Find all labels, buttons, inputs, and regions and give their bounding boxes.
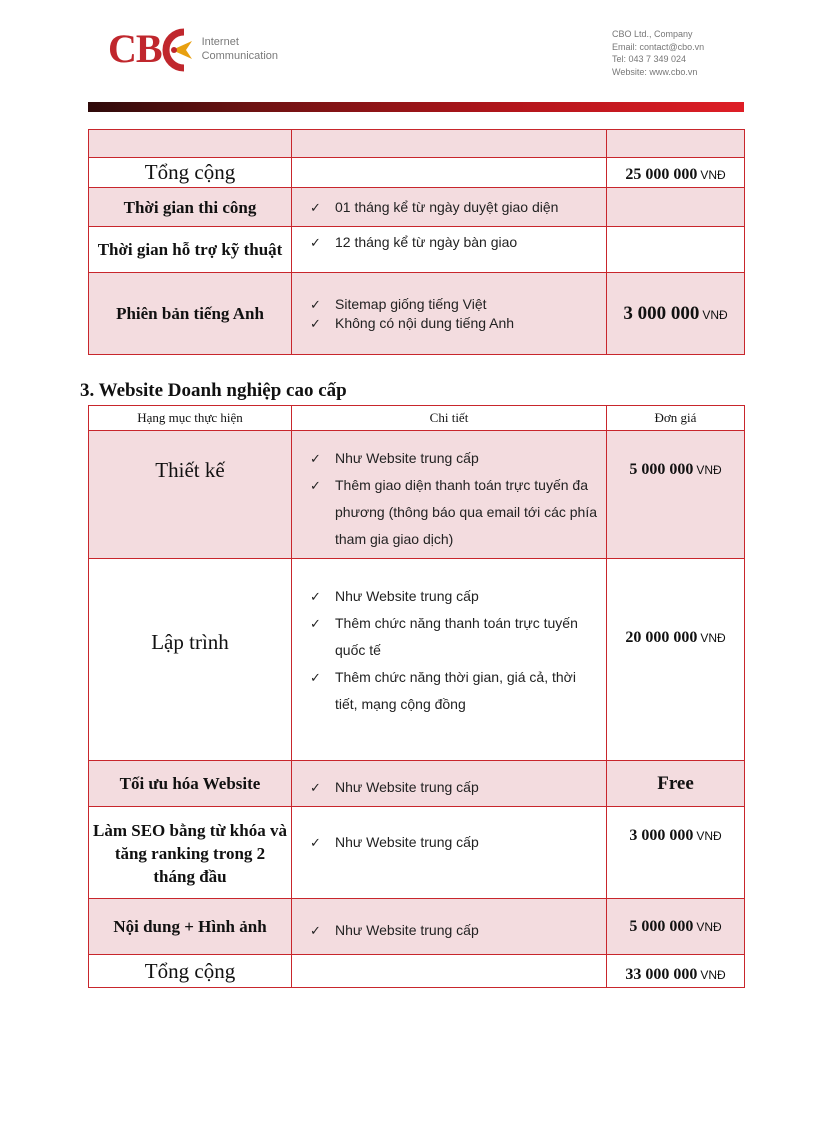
t2-label: Tổng cộng	[144, 958, 236, 983]
checkmark-icon: ✓	[310, 589, 321, 604]
header-category: Hạng mục thực hiện	[89, 406, 292, 431]
t2-details-cell	[292, 807, 607, 899]
t2-price-cell	[607, 899, 745, 955]
t1-details-cell	[292, 130, 607, 158]
t2-label: Làm SEO bằng từ khóa và tăng ranking trong 2 tháng đầu	[93, 821, 287, 886]
list-item	[310, 295, 606, 314]
table-row	[89, 273, 745, 355]
t2-label-cell	[89, 431, 292, 559]
t2-label-cell	[89, 559, 292, 761]
price-value: 5 000 000	[629, 461, 694, 478]
header-details: Chi tiết	[292, 406, 607, 431]
t1-price-cell	[607, 227, 745, 273]
t2-label: Nội dung + Hình ảnh	[113, 917, 267, 936]
t1-details-cell	[292, 227, 607, 273]
t2-label: Tối ưu hóa Website	[119, 774, 261, 793]
details-list	[310, 445, 600, 553]
t2-label-cell	[89, 899, 292, 955]
price-value: 3 000 000	[623, 302, 700, 324]
t2-label-cell	[89, 955, 292, 988]
t2-label: Lập trình	[151, 630, 229, 654]
table-row	[89, 188, 745, 227]
detail-text: Thêm chức năng thanh toán trực tuyến quốc tế	[335, 615, 578, 658]
t2-label-cell	[89, 761, 292, 807]
list-item	[310, 472, 600, 553]
detail-text: Như Website trung cấp	[335, 588, 479, 604]
pricing-table-continued-body	[89, 130, 745, 355]
t1-label: Phiên bản tiếng Anh	[116, 304, 264, 323]
list-item	[310, 233, 606, 252]
list-item	[310, 778, 606, 797]
table-row	[89, 761, 745, 807]
t1-label-cell	[89, 227, 292, 273]
t1-details-cell	[292, 188, 607, 227]
logo-tagline-line2: Communication	[201, 50, 278, 62]
section-3-heading: 3. Website Doanh nghiệp cao cấp	[80, 380, 347, 401]
table-row	[89, 431, 745, 559]
checkmark-icon: ✓	[310, 616, 321, 631]
t1-details-cell	[292, 158, 607, 188]
t2-price-cell	[607, 761, 745, 807]
t2-price-cell	[607, 559, 745, 761]
t2-label: Thiết kế	[155, 458, 225, 482]
detail-text: Không có nội dung tiếng Anh	[335, 314, 515, 331]
checkmark-icon: ✓	[310, 835, 321, 850]
t2-price-cell	[607, 955, 745, 988]
logo-target-icon	[162, 28, 196, 72]
checkmark-icon: ✓	[310, 296, 321, 312]
checkmark-icon: ✓	[310, 478, 321, 493]
list-item	[310, 445, 600, 472]
list-item	[310, 831, 606, 854]
t2-details-cell	[292, 431, 607, 559]
pricing-table-premium-body	[89, 431, 745, 988]
table-row	[89, 227, 745, 273]
t1-label-cell	[89, 158, 292, 188]
t1-price-cell	[607, 188, 745, 227]
details-list	[310, 778, 606, 797]
details-list	[310, 233, 606, 252]
header-divider-bar	[88, 102, 744, 112]
detail-text: 12 tháng kể từ ngày bàn giao	[335, 234, 518, 250]
list-item	[310, 314, 606, 333]
price-value: 5 000 000	[629, 917, 694, 935]
t1-price-cell	[607, 158, 745, 188]
list-item	[310, 610, 600, 664]
pricing-table-premium	[88, 405, 745, 988]
price-value: 3 000 000	[629, 827, 694, 844]
company-email: Email: contact@cbo.vn	[612, 41, 705, 52]
t1-price-cell	[607, 130, 745, 158]
t1-label-cell	[89, 188, 292, 227]
price-value: 20 000 000	[625, 629, 698, 646]
details-list	[310, 198, 606, 217]
t2-price-cell	[607, 807, 745, 899]
logo-wordmark: CB	[108, 26, 162, 71]
header-unit-price: Đơn giá	[607, 406, 745, 431]
logo-tagline	[202, 35, 278, 63]
t1-label: Thời gian hỗ trợ kỹ thuật	[97, 240, 283, 259]
detail-text: Như Website trung cấp	[335, 779, 479, 795]
list-item	[310, 664, 600, 718]
detail-text: Thêm chức năng thời gian, giá cả, thời tiết, mạng cộng đồng	[335, 669, 576, 712]
detail-text: Như Website trung cấp	[335, 450, 479, 466]
table-row	[89, 899, 745, 955]
currency-unit: VNĐ	[696, 463, 722, 477]
currency-unit: VNĐ	[700, 968, 726, 982]
company-contact	[612, 28, 704, 78]
checkmark-icon: ✓	[310, 451, 321, 466]
pricing-table-continued	[88, 129, 745, 355]
logo-tagline-line1: Internet	[201, 36, 239, 48]
t1-label-cell	[89, 130, 292, 158]
price-value: Free	[657, 772, 694, 794]
detail-text: Thêm giao diện thanh toán trực tuyến đa phương (thông báo qua email tới các phía tham gia giao dịch)	[335, 477, 598, 547]
table-row	[89, 807, 745, 899]
t2-details-cell	[292, 899, 607, 955]
t2-details-cell	[292, 955, 607, 988]
currency-unit: VNĐ	[696, 919, 722, 934]
detail-text: Sitemap giống tiếng Việt	[335, 295, 487, 312]
detail-text: 01 tháng kể từ ngày duyệt giao diện	[335, 198, 559, 215]
checkmark-icon: ✓	[310, 235, 321, 250]
t1-label: Thời gian thi công	[123, 197, 257, 217]
t1-details-cell	[292, 273, 607, 355]
t2-details-cell	[292, 559, 607, 761]
price-value: 25 000 000	[625, 166, 698, 183]
t2-price-cell	[607, 431, 745, 559]
list-item	[310, 198, 606, 217]
details-list	[310, 921, 606, 940]
detail-text: Như Website trung cấp	[335, 834, 479, 850]
checkmark-icon: ✓	[310, 923, 321, 938]
list-item	[310, 921, 606, 940]
table-row	[89, 158, 745, 188]
checkmark-icon: ✓	[310, 670, 321, 685]
details-list	[310, 295, 606, 333]
company-website: Website: www.cbo.vn	[612, 66, 698, 77]
table-row	[89, 955, 745, 988]
details-list	[310, 831, 606, 854]
t2-label-cell	[89, 807, 292, 899]
table-row	[89, 559, 745, 761]
table-row	[89, 130, 745, 158]
price-value: 33 000 000	[625, 966, 698, 983]
currency-unit: VNĐ	[700, 168, 726, 182]
company-tel: Tel: 043 7 349 024	[612, 54, 687, 64]
currency-unit: VNĐ	[700, 631, 726, 645]
checkmark-icon: ✓	[310, 199, 321, 215]
table-header-row	[89, 406, 745, 431]
t1-label-cell	[89, 273, 292, 355]
t2-details-cell	[292, 761, 607, 807]
company-name: CBO Ltd., Company	[612, 29, 693, 39]
currency-unit: VNĐ	[702, 307, 728, 322]
t1-price-cell	[607, 273, 745, 355]
detail-text: Như Website trung cấp	[335, 922, 479, 938]
list-item	[310, 583, 600, 610]
currency-unit: VNĐ	[696, 829, 722, 843]
t1-label: Tổng cộng	[144, 160, 236, 184]
checkmark-icon: ✓	[310, 780, 321, 795]
details-list	[310, 583, 600, 718]
checkmark-icon: ✓	[310, 315, 321, 331]
company-logo	[108, 26, 278, 72]
